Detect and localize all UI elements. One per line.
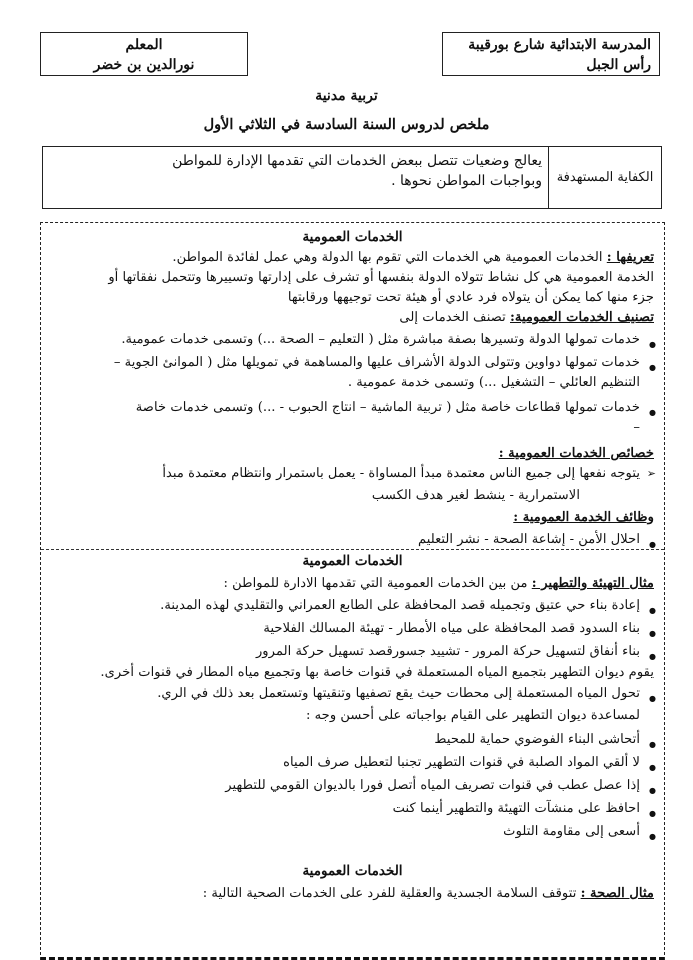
drainage-paragraph: يقوم ديوان التطهير بتجميع المياه المستعملة في قنوات خاصة بها وتجميع مياه المطار في قنوات أخرى. bbox=[100, 665, 654, 680]
section1-heading: الخدمات العمومية bbox=[302, 229, 403, 245]
content-box bbox=[40, 222, 665, 960]
health-example-line bbox=[49, 885, 654, 903]
school-box bbox=[442, 32, 660, 76]
functions-label: وظائف الخدمة العمومية : bbox=[513, 510, 654, 525]
help-line: لمساعدة ديوان التطهير على القيام بواجباته على أحسن وجه : bbox=[305, 708, 640, 723]
example-line bbox=[49, 575, 654, 593]
example-text: من بين الخدمات العمومية التي تقدمها الادارة للمواطن : bbox=[223, 576, 528, 591]
competence-text-2: وبواجبات المواطن نحوها . bbox=[391, 173, 542, 189]
list-item: ● احافظ على منشآت التهيئة والتطهير أينما كنت bbox=[49, 800, 654, 818]
list-item: ● أتحاشى البناء الفوضوي حماية للمحيط bbox=[49, 731, 654, 749]
list-item: ● بناء أنفاق لتسهيل حركة المرور - تشييد جسورقصد تسهيل حركة المرور bbox=[49, 643, 654, 661]
competence-label: الكفاية المستهدفة bbox=[548, 147, 661, 208]
competence-text-1: يعالج وضعيات تتصل ببعض الخدمات التي تقدمها الإدارة للمواطن bbox=[172, 153, 542, 169]
page-title: ملخص لدروس السنة السادسة في الثلاثي الأول bbox=[203, 116, 490, 133]
competence-box bbox=[42, 146, 662, 209]
classification-label: تصنيف الخدمات العمومية: bbox=[510, 310, 654, 325]
list-item: ● بناء السدود قصد المحافظة على مياه الأمطار - تهيئة المسالك الفلاحية bbox=[49, 620, 654, 638]
definition-line bbox=[49, 249, 654, 267]
definition-text: الخدمات العمومية هي الخدمات التي تقوم بها الدولة وهي عمل لفائدة المواطن. bbox=[172, 250, 603, 265]
features-label: خصائص الخدمات العمومية : bbox=[498, 446, 654, 461]
classification-line bbox=[49, 309, 654, 327]
definition-line-3: جزء منها كما يمكن أن يتولاه فرد عادي أو هيئة تحت توجيهها ورقابتها bbox=[287, 290, 654, 305]
health-example-text: تتوقف السلامة الجسدية والعقلية للفرد على الخدمات الصحية التالية : bbox=[202, 886, 577, 901]
list-item: ● لا ألقي المواد الصلبة في قنوات التطهير تجنبا لتعطيل صرف المياه bbox=[49, 754, 654, 772]
list-item: ● خدمات تمولها الدولة وتسيرها بصفة مباشرة مثل ( التعليم – الصحة ...) وتسمى خدمات عمومية. bbox=[49, 331, 654, 349]
definition-label: تعريفها : bbox=[606, 250, 654, 265]
section2-heading: الخدمات العمومية bbox=[302, 553, 403, 569]
list-item: ● أسعى إلى مقاومة التلوث bbox=[49, 823, 654, 841]
classification-text: تصنف الخدمات إلى bbox=[399, 310, 506, 325]
subject-title: تربية مدنية bbox=[315, 88, 378, 104]
school-city: رأس الجبل bbox=[586, 57, 651, 73]
features-line-2: الاستمرارية - ينشط لغير هدف الكسب bbox=[371, 488, 580, 503]
teacher-label: المعلم bbox=[125, 37, 163, 53]
list-item: ● إذا عصل عطب في قنوات تصريف المياه أتصل فورا بالديوان القومي للتطهير bbox=[49, 777, 654, 795]
divider bbox=[41, 549, 664, 550]
functions-line: ● احلال الأمن - إشاعة الصحة - نشر التعليم bbox=[49, 531, 654, 549]
list-item-cont: التنظيم العائلي – التشغيل ...) وتسمى خدمة عمومية . bbox=[347, 375, 640, 390]
teacher-name: نورالدين بن خضر bbox=[93, 57, 195, 73]
list-item-cont: – bbox=[633, 420, 640, 435]
list-item: ● إعادة بناء حي عتيق وتجميله قصد المحافظة على الطابع العمراني والتقليدي لهذه المدينة. bbox=[49, 597, 654, 615]
example-label: مثال التهيئة والتطهير : bbox=[531, 576, 654, 591]
list-item: ● خدمات تمولها قطاعات خاصة مثل ( تربية الماشية – انتاج الحبوب - ...) وتسمى خدمات خاصة bbox=[49, 399, 654, 417]
teacher-box bbox=[40, 32, 248, 76]
list-item: ● تحول المياه المستعملة إلى محطات حيث يقع تصفيها وتنقيتها وتستعمل بعد ذلك في الري. bbox=[49, 685, 654, 703]
features-line-1: ➢ يتوجه نفعها إلى جميع الناس معتمدة مبدأ المساواة - يعمل باستمرار وانتظام معتمدة مبدأ bbox=[49, 465, 654, 483]
school-name: المدرسة الابتدائية شارع بورقيبة bbox=[468, 37, 651, 53]
health-example-label: مثال الصحة : bbox=[580, 886, 654, 901]
section3-heading: الخدمات العمومية bbox=[302, 863, 403, 879]
list-item: ● خدمات تمولها دواوين وتتولى الدولة الأشراف عليها والمساهمة في تمويلها مثل ( الموانئ الجوية – bbox=[49, 354, 654, 372]
definition-line-2: الخدمة العمومية هي كل نشاط تتولاه الدولة بنفسها أو تشرف على إدارتها وتسييرها وتتحمل نفقاتها أو bbox=[108, 270, 654, 285]
